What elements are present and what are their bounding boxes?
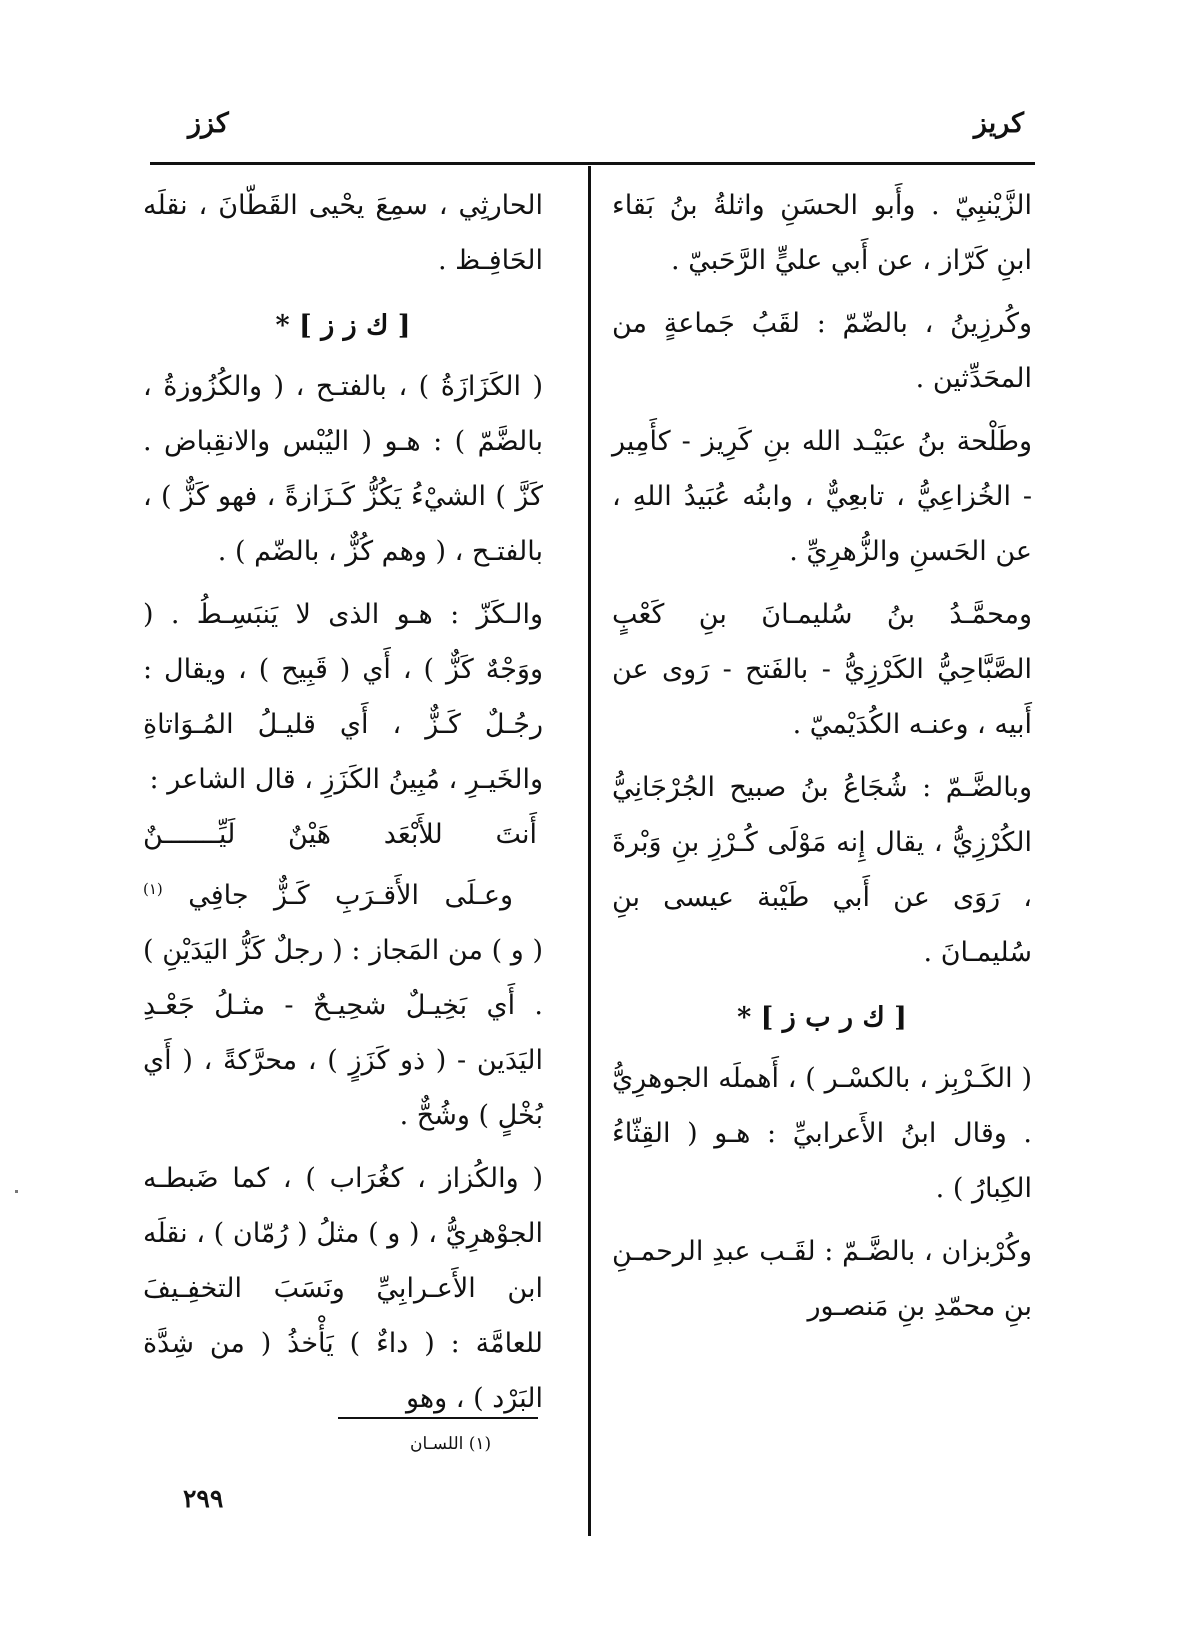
left-intro: الحارثِي ، سمِعَ يحْيى القَطّانَ ، نقلَه الحَافِـظ . (143, 190, 543, 276)
right-paragraph: الزَّيْنبِيّ . وأَبو الحسَنِ واثلةُ بنُ بَقاء ابنِ كَرّاز ، عن أَبي عليٍّ الرَّحَبيّ . (612, 190, 1032, 276)
verse-line-2 (143, 862, 543, 923)
margin-dot (15, 1190, 18, 1193)
left-paragraph: ( الكَزَازَةُ ) ، بالفتـح ، ( والكُزُوزةُ ، بالضَّمّ ) : هـو ( اليُبْس والانقِباض . كَزَّ ) الشيْءُ يَكُزُّ كَـزَازةً ، فهو كَزٌّ ) ، بالفتـح ، ( وهم كُزٌّ ، بالضّم ) . (143, 371, 543, 567)
right-column (612, 178, 1032, 1334)
left-paragraph: ( و ) من المَجاز : ( رجلٌ كَزُّ اليَدَيْنِ ) . أَي بَخِيـلٌ شحِيـحٌ - مثـلُ جَعْـدِ اليَدَين - ( ذو كَزَزٍ ) ، محرَّكةً ، ( أَي بُخْلٍ ) وشُحٌّ . (143, 935, 543, 1131)
right-paragraph: ( الكَـرْبِز ، بالكسْـر ) ، أَهملَه الجوهرِيُّ . وقال ابنُ الأَعرابيِّ : هـو ( القِثّاءُ الكِبارُ ) . (612, 1063, 1032, 1204)
header-rule (150, 162, 1035, 165)
footnote-rule (338, 1417, 538, 1419)
left-paragraph: والـكَزّ : هـو الذى لا يَنبَسِـطُ . ( ووَجْهٌ كَزٌّ ) ، أَي ( قَبِيح ) ، ويقال : رجُـلٌ كَـزٌّ ، أَي قليـلُ المُـوَاتاةِ والخَيـرِ ، مُبِينُ الكَزَزِ ، قال الشاعر : (143, 599, 543, 795)
section-heading-kzz: [ ك ز ز ] * (275, 310, 411, 341)
right-paragraph: وكُرْبزان ، بالضَّـمّ : لقَـب عبدِ الرحمـنِ بنِ محمّدِ بنِ مَنصـور (612, 1236, 1032, 1322)
page-number: ٢٩٩ (183, 1484, 224, 1513)
footnote: (١) اللسـان (410, 1434, 492, 1454)
running-head-left: كزز (188, 108, 229, 139)
left-paragraph: ( والكُزاز ، كغُرَاب ) ، كما ضَبطـه الجوْهرِيُّ ، ( و ) مثلُ ( رُمّان ) ، نقلَه ابن الأَعـرابِيِّ ونَسَبَ التخفِـيفَ للعامَّة : ( داءٌ ) يَأْخذُ ( من شِدَّة البَرْد ) ، وهو (143, 1163, 543, 1414)
left-column (143, 178, 543, 1426)
right-paragraph: وطَلْحة بنُ عبَيْـد الله بنِ كَرِيز - كأَمِير - الخُزاعِيُّ ، تابعِيٌّ ، وابنُه عُبَيدُ اللهِ ، عن الحَسنِ والزُّهرِيِّ . (612, 426, 1032, 567)
verse-line-1: أَنتَ للأَبْعَد هَيْنٌ لَيِّـــــــنٌ (143, 819, 537, 850)
footnote-marker: (١) (143, 880, 163, 898)
section-heading-krbz: [ ك ر ب ز ] * (737, 1002, 907, 1033)
right-paragraph: ومحمَّـدُ بنُ سُليمـانَ بنِ كَعْبٍ الصَّبَّاحِيُّ الكَرْزِيُّ - بالفَتح - رَوى عن أَبيه ، وعنـه الكُدَيْميّ . (612, 599, 1032, 740)
column-divider (588, 166, 591, 1536)
right-paragraph: وكُرزِينُ ، بالضّمّ : لقَبُ جَماعةٍ من المحَدِّثين . (612, 308, 1032, 394)
right-paragraph: وبالضَّـمّ : شُجَاعُ بنُ صبيح الجُرْجَانِيُّ الكُرْزِيُّ ، يقال إِنه مَوْلَى كُـرْزِ بنِ وَبْرةَ ، رَوَى عن أَبي طَيْبة عيسى بنِ سُليمـانَ . (612, 772, 1032, 968)
verse-line-2-text: وعـلَى الأَقـرَبِ كَـزٌّ جافِي (188, 880, 513, 911)
running-head-right: كريز (973, 108, 1024, 139)
